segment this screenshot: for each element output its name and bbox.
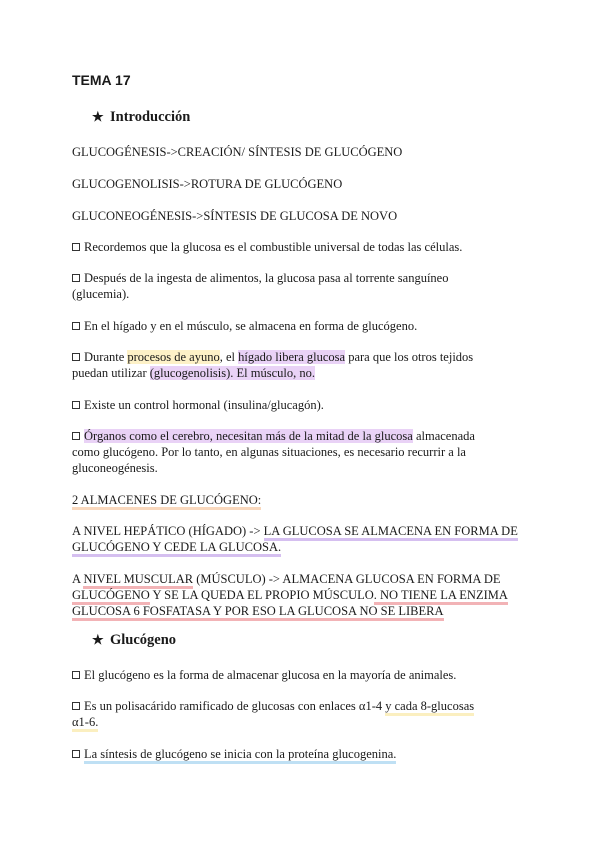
bullet-text: El glucógeno es la forma de almacenar glucosa en la mayoría de animales. [84,668,457,682]
bullet-text: Existe un control hormonal (insulina/glucagón). [84,398,324,412]
bullet-item [72,428,475,444]
bullet-text: Después de la ingesta de alimentos, la glucosa pasa al torrente sanguíneo [84,271,449,285]
underline-red: GLUCOSA 6 FOSFATASA Y POR ESO LA GLUCOSA NO SE LIBERA [72,604,444,621]
underline-blue: glucogenina. [332,747,396,764]
bullet-item [72,698,474,714]
checkbox-square-icon [72,671,80,679]
bullet-text: , el [219,350,239,364]
bullet-text-continued: gluconeogénesis. [72,461,158,475]
bullet-item [72,397,324,413]
definition-glucogenesis: GLUCOGÉNESIS->CREACIÓN/ SÍNTESIS DE GLUCÓGENO [72,145,403,159]
bullet-text: para que los otros tejidos [345,350,474,364]
underline-red: GLUCÓGENO [72,588,150,605]
definition-glucogenolisis: GLUCOGENOLISIS->ROTURA DE GLUCÓGENO [72,177,343,191]
bullet-text: En el hígado y en el músculo, se almacena en forma de glucógeno. [84,319,418,333]
bullet-text: Es un polisacárido ramificado de glucosas con enlaces α1-4 [84,699,386,713]
highlight-yellow: procesos de ayuno [127,350,220,364]
bullet-text: puedan utilizar [72,366,150,380]
almacenes-heading [72,492,261,508]
almacen-muscular [72,571,501,587]
paragraph-text: A NIVEL HEPÁTICO (HÍGADO) -> [72,524,264,538]
underline-red: NIVEL MUSCULAR [83,572,193,589]
underline-yellow: α1-6. [72,715,98,732]
almacen-muscular-continued [72,603,444,619]
checkbox-square-icon [72,750,80,758]
bullet-item [72,239,462,255]
underline-violet: LA GLUCOSA SE ALMACENA EN FORMA DE [264,524,518,541]
bullet-text: almacenada [412,429,475,443]
highlight-purple: Órganos como el cerebro, necesitan más de la mitad de la glucosa [84,429,413,443]
checkbox-square-icon [72,702,80,710]
almacen-muscular-continued [72,587,508,603]
bullet-text-continued [72,365,315,381]
checkbox-square-icon [72,401,80,409]
highlight-purple: (glucogenolisis). El músculo, no. [149,366,316,380]
bullet-text-continued: (glucemia). [72,287,130,301]
checkbox-square-icon [72,353,80,361]
checkbox-square-icon [72,322,80,330]
section-heading-glucogeno [92,632,176,649]
underline-red: . NO TIENE LA ENZIMA [374,588,508,605]
section-heading-introduccion [92,109,190,126]
bullet-text-continued [72,714,98,730]
star-icon: ★ [92,109,104,124]
bullet-text: Recordemos que la glucosa es el combustible universal de todas las células. [84,240,463,254]
bullet-text-continued: como glucógeno. Por lo tanto, en algunas situaciones, es necesario recurrir a la [72,445,466,459]
section-heading-text: Introducción [110,109,191,125]
underline-yellow: y cada 8-glucosas [385,699,474,716]
almacen-hepatico-continued [72,539,281,555]
almacen-hepatico [72,523,518,539]
definition-gluconeogenesis: GLUCONEOGÉNESIS->SÍNTESIS DE GLUCOSA DE NOVO [72,209,398,223]
checkbox-square-icon [72,243,80,251]
checkbox-square-icon [72,432,80,440]
star-icon: ★ [92,632,104,647]
bullet-item [72,349,473,365]
checkbox-square-icon [72,274,80,282]
paragraph-text: Y SE LA QUEDA EL PROPIO MÚSCULO [149,588,374,602]
underline-blue: La síntesis de glucógeno se inicia con la proteína [84,747,332,764]
bullet-item [72,746,396,762]
underline-orange: 2 ALMACENES DE GLUCÓGENO: [72,493,261,510]
page-title: TEMA 17 [72,72,131,88]
underline-violet: GLUCÓGENO Y CEDE LA GLUCOSA. [72,540,281,557]
bullet-text: Durante [84,350,128,364]
bullet-item [72,318,417,334]
paragraph-text: (MÚSCULO) -> ALMACENA GLUCOSA EN FORMA DE [193,572,501,586]
bullet-item [72,270,448,286]
bullet-item [72,667,456,683]
highlight-purple: hígado libera glucosa [238,350,346,364]
paragraph-text: A [72,572,84,586]
section-heading-text: Glucógeno [110,632,177,648]
